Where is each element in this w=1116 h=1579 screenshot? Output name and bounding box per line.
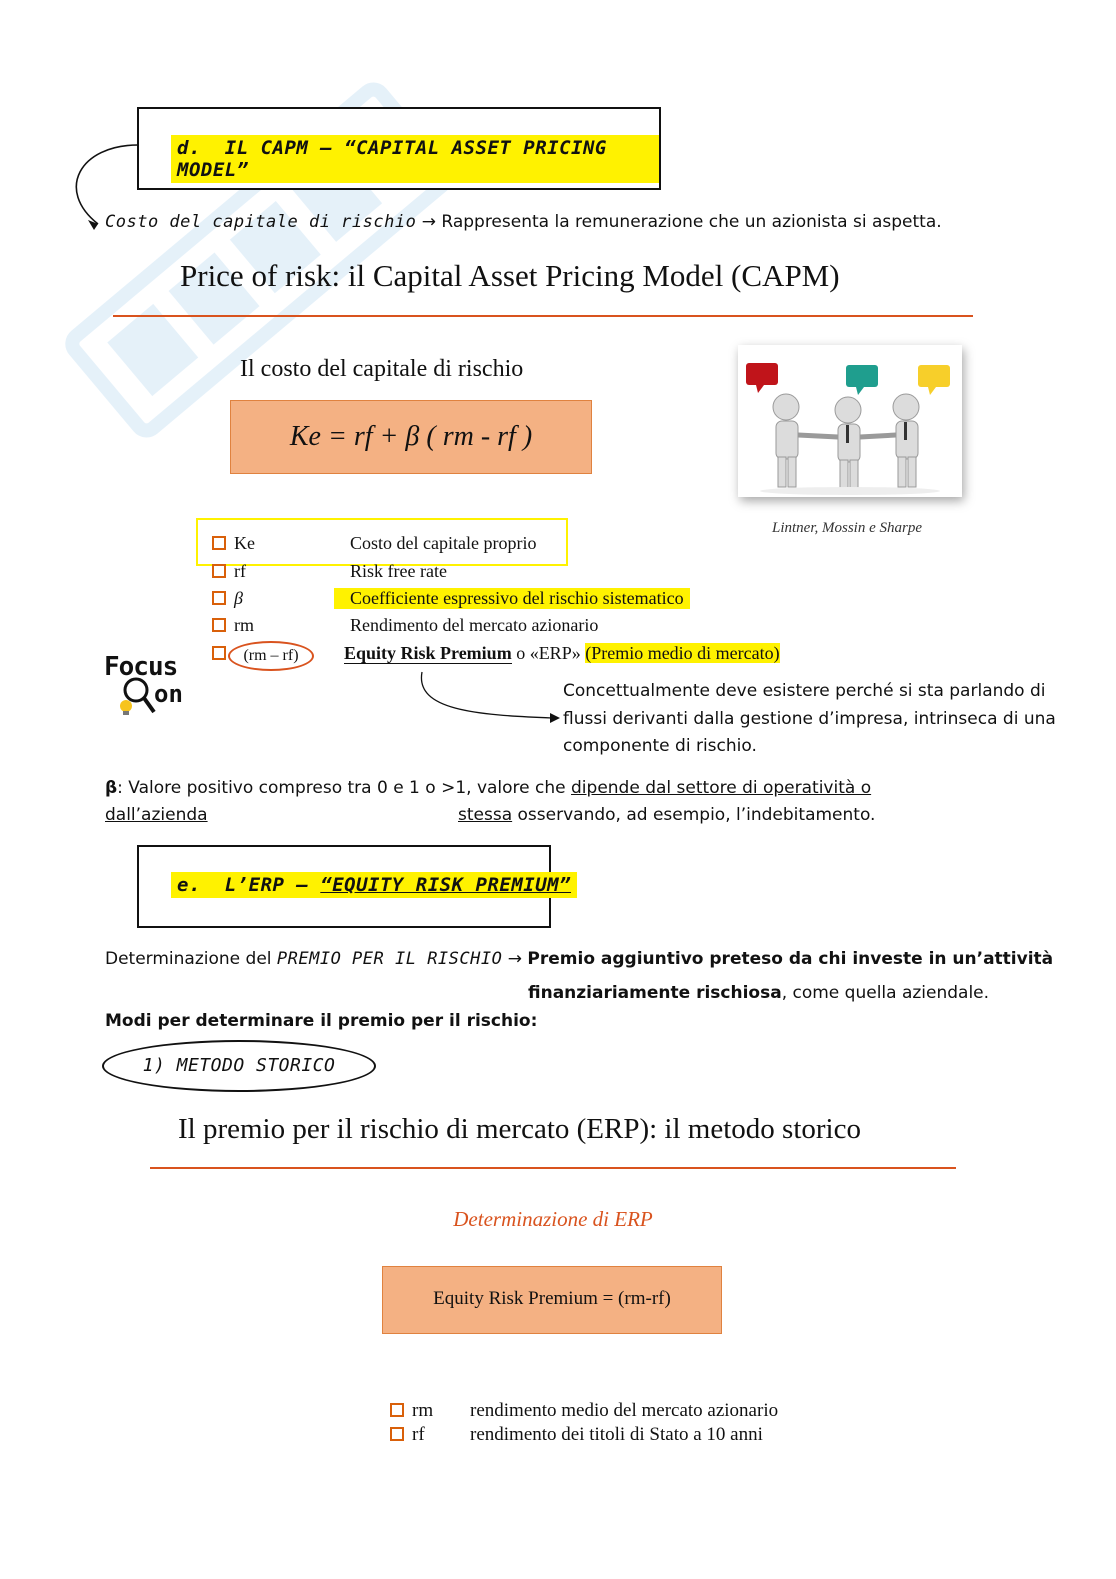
premio-line-2: finanziariamente rischiosa, come quella aziendale.: [528, 983, 990, 1003]
capm-formula: Ke = rf + β ( rm - rf ): [289, 421, 533, 452]
slide1-title: Price of risk: il Capital Asset Pricing Model (CAPM): [180, 258, 840, 293]
costo-line: [105, 212, 942, 232]
legend-row: rm: [212, 615, 254, 636]
slide2-subtitle: Determinazione di ERP: [453, 1207, 653, 1231]
legend-desc: Rendimento del mercato azionario: [350, 615, 599, 635]
legend-desc: Costo del capitale proprio: [350, 533, 537, 553]
checkbox-bullet-icon: [212, 536, 226, 550]
erp-legend-desc: Equity Risk Premium o «ERP» (Premio medio di mercato): [344, 643, 780, 663]
legend-row: rf: [212, 561, 246, 582]
beta-note-line2: stessa osservando, ad esempio, l’indebitamento.: [458, 805, 876, 825]
legend2-desc: rendimento dei titoli di Stato a 10 anni: [470, 1424, 763, 1445]
beta-note: β: Valore positivo compreso tra 0 e 1 o >1, valore che dipende dal settore di operatività o dall’azienda: [105, 778, 872, 825]
connector-arrow-icon: [415, 670, 565, 725]
slide1-subtitle: Il costo del capitale di rischio: [240, 356, 524, 382]
section-d-box: [137, 107, 661, 190]
people-illustration: [738, 345, 962, 497]
checkbox-bullet-icon: [212, 591, 226, 605]
metodo-storico-oval: 1) METODO STORICO: [102, 1040, 376, 1092]
premio-line: Determinazione del PREMIO PER IL RISCHIO → Premio aggiuntivo preteso da chi investe in un’attività: [105, 949, 1054, 969]
legend-desc: Coefficiente espressivo del rischio sistematico: [334, 588, 690, 609]
slide1-rule: [113, 315, 973, 317]
erp-formula-box: [382, 1266, 722, 1334]
checkbox-bullet-icon: [212, 618, 226, 632]
erp-symbol-oval: (rm – rf): [228, 641, 314, 671]
arrow-right-icon: →: [507, 949, 522, 969]
legend-row: Ke: [212, 533, 255, 554]
checkbox-bullet-icon: [390, 1427, 404, 1441]
on-word: on: [154, 680, 183, 708]
legend2-row: rm: [390, 1400, 433, 1422]
arrow-right-icon: →: [421, 212, 436, 232]
checkbox-bullet-icon: [212, 646, 226, 660]
costo-italic: Costo del capitale di rischio: [105, 212, 417, 232]
costo-text: Rappresenta la remunerazione che un azionista si aspetta.: [441, 212, 942, 232]
section-d-heading: d. IL CAPM – “CAPITAL ASSET PRICING MODEL”: [171, 135, 659, 183]
capm-formula-box: [230, 400, 592, 474]
legend-desc: Risk free rate: [350, 561, 447, 581]
checkbox-bullet-icon: [390, 1403, 404, 1417]
legend-row: β: [212, 588, 243, 609]
focus-on-logo: [104, 652, 204, 716]
modi-heading: Modi per determinare il premio per il rischio:: [105, 1011, 538, 1031]
people-image: [738, 345, 962, 497]
focus-word: Focus: [104, 652, 178, 682]
concept-note: Concettualmente deve esistere perché si sta parlando di flussi derivanti dalla gestione d’impresa, intrinseca di una componente di rischio.: [563, 681, 1056, 756]
slide2-title: Il premio per il rischio di mercato (ERP): il metodo storico: [178, 1113, 861, 1145]
section-e-heading: e. L’ERP – “EQUITY RISK PREMIUM”: [171, 872, 577, 898]
slide2-rule: [150, 1167, 956, 1169]
magnifier-bulb-icon: [110, 676, 160, 716]
legend2-desc: rendimento medio del mercato azionario: [470, 1400, 779, 1421]
section-e-box: [137, 845, 572, 928]
erp-formula: Equity Risk Premium = (rm-rf): [433, 1288, 671, 1309]
checkbox-bullet-icon: [212, 564, 226, 578]
legend2-row: rf: [390, 1424, 425, 1446]
image-caption: Lintner, Mossin e Sharpe: [772, 520, 922, 536]
